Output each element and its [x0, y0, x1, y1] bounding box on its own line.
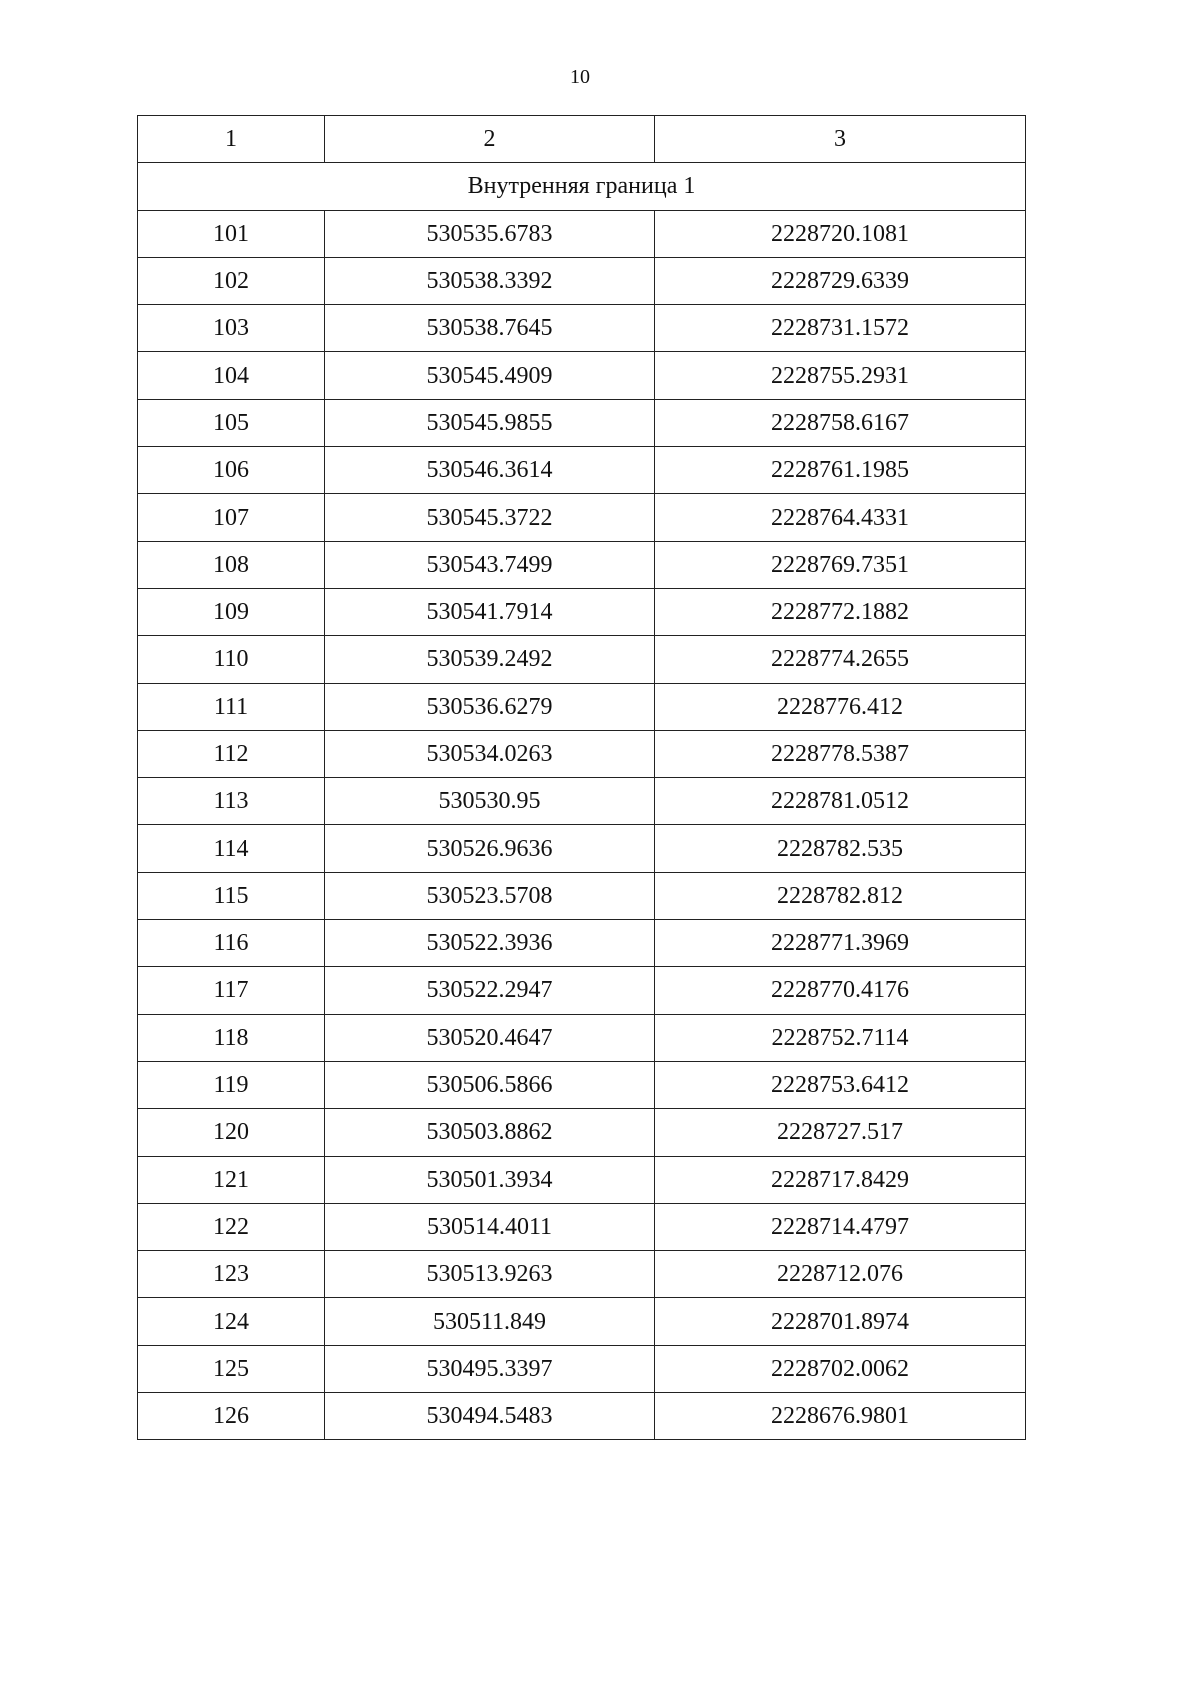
- table-row: [138, 1345, 1026, 1392]
- point-number-cell: 116: [138, 920, 325, 967]
- point-number-cell: 120: [138, 1109, 325, 1156]
- point-number-cell: 115: [138, 872, 325, 919]
- point-number-cell: 119: [138, 1061, 325, 1108]
- x-coordinate-cell: 530503.8862: [325, 1109, 655, 1156]
- table-row: [138, 967, 1026, 1014]
- point-number-cell: 109: [138, 588, 325, 635]
- y-coordinate-cell: 2228712.076: [655, 1251, 1026, 1298]
- point-number-cell: 106: [138, 447, 325, 494]
- y-coordinate-cell: 2228770.4176: [655, 967, 1026, 1014]
- point-number-cell: 110: [138, 636, 325, 683]
- y-coordinate-cell: 2228772.1882: [655, 588, 1026, 635]
- y-coordinate-cell: 2228731.1572: [655, 305, 1026, 352]
- y-coordinate-cell: 2228776.412: [655, 683, 1026, 730]
- y-coordinate-cell: 2228720.1081: [655, 210, 1026, 257]
- table-row: [138, 920, 1026, 967]
- point-number-cell: 125: [138, 1345, 325, 1392]
- x-coordinate-cell: 530541.7914: [325, 588, 655, 635]
- y-coordinate-cell: 2228764.4331: [655, 494, 1026, 541]
- y-coordinate-cell: 2228761.1985: [655, 447, 1026, 494]
- y-coordinate-cell: 2228714.4797: [655, 1203, 1026, 1250]
- point-number-cell: 107: [138, 494, 325, 541]
- x-coordinate-cell: 530514.4011: [325, 1203, 655, 1250]
- x-coordinate-cell: 530535.6783: [325, 210, 655, 257]
- column-header-x: 2: [325, 116, 655, 163]
- y-coordinate-cell: 2228782.812: [655, 872, 1026, 919]
- table-header-row: [138, 116, 1026, 163]
- point-number-cell: 113: [138, 778, 325, 825]
- column-header-y: 3: [655, 116, 1026, 163]
- x-coordinate-cell: 530530.95: [325, 778, 655, 825]
- point-number-cell: 103: [138, 305, 325, 352]
- x-coordinate-cell: 530536.6279: [325, 683, 655, 730]
- point-number-cell: 108: [138, 541, 325, 588]
- x-coordinate-cell: 530506.5866: [325, 1061, 655, 1108]
- x-coordinate-cell: 530522.3936: [325, 920, 655, 967]
- y-coordinate-cell: 2228758.6167: [655, 399, 1026, 446]
- x-coordinate-cell: 530543.7499: [325, 541, 655, 588]
- y-coordinate-cell: 2228769.7351: [655, 541, 1026, 588]
- y-coordinate-cell: 2228752.7114: [655, 1014, 1026, 1061]
- point-number-cell: 117: [138, 967, 325, 1014]
- x-coordinate-cell: 530495.3397: [325, 1345, 655, 1392]
- x-coordinate-cell: 530545.9855: [325, 399, 655, 446]
- table-row: [138, 447, 1026, 494]
- point-number-cell: 112: [138, 730, 325, 777]
- table-row: [138, 1109, 1026, 1156]
- point-number-cell: 104: [138, 352, 325, 399]
- point-number-cell: 121: [138, 1156, 325, 1203]
- y-coordinate-cell: 2228774.2655: [655, 636, 1026, 683]
- table-row: [138, 683, 1026, 730]
- y-coordinate-cell: 2228676.9801: [655, 1393, 1026, 1440]
- table-row: [138, 825, 1026, 872]
- point-number-cell: 105: [138, 399, 325, 446]
- table-row: [138, 636, 1026, 683]
- y-coordinate-cell: 2228717.8429: [655, 1156, 1026, 1203]
- x-coordinate-cell: 530520.4647: [325, 1014, 655, 1061]
- page-number: 10: [570, 66, 590, 88]
- x-coordinate-cell: 530538.3392: [325, 257, 655, 304]
- section-title-row: [138, 163, 1026, 210]
- y-coordinate-cell: 2228729.6339: [655, 257, 1026, 304]
- table-row: [138, 1061, 1026, 1108]
- table-row: [138, 305, 1026, 352]
- y-coordinate-cell: 2228753.6412: [655, 1061, 1026, 1108]
- y-coordinate-cell: 2228771.3969: [655, 920, 1026, 967]
- y-coordinate-cell: 2228781.0512: [655, 778, 1026, 825]
- y-coordinate-cell: 2228755.2931: [655, 352, 1026, 399]
- table-row: [138, 399, 1026, 446]
- point-number-cell: 122: [138, 1203, 325, 1250]
- x-coordinate-cell: 530545.4909: [325, 352, 655, 399]
- point-number-cell: 111: [138, 683, 325, 730]
- x-coordinate-cell: 530501.3934: [325, 1156, 655, 1203]
- x-coordinate-cell: 530539.2492: [325, 636, 655, 683]
- x-coordinate-cell: 530513.9263: [325, 1251, 655, 1298]
- table-row: [138, 541, 1026, 588]
- x-coordinate-cell: 530494.5483: [325, 1393, 655, 1440]
- coordinates-table: [137, 115, 1026, 1440]
- point-number-cell: 124: [138, 1298, 325, 1345]
- table-row: [138, 1251, 1026, 1298]
- y-coordinate-cell: 2228782.535: [655, 825, 1026, 872]
- coordinates-table-body: [138, 116, 1026, 1440]
- point-number-cell: 114: [138, 825, 325, 872]
- x-coordinate-cell: 530523.5708: [325, 872, 655, 919]
- table-row: [138, 588, 1026, 635]
- column-header-point: 1: [138, 116, 325, 163]
- table-row: [138, 1393, 1026, 1440]
- table-row: [138, 1203, 1026, 1250]
- point-number-cell: 126: [138, 1393, 325, 1440]
- table-row: [138, 872, 1026, 919]
- x-coordinate-cell: 530534.0263: [325, 730, 655, 777]
- point-number-cell: 101: [138, 210, 325, 257]
- table-row: [138, 778, 1026, 825]
- x-coordinate-cell: 530546.3614: [325, 447, 655, 494]
- table-row: [138, 352, 1026, 399]
- x-coordinate-cell: 530545.3722: [325, 494, 655, 541]
- y-coordinate-cell: 2228702.0062: [655, 1345, 1026, 1392]
- y-coordinate-cell: 2228727.517: [655, 1109, 1026, 1156]
- x-coordinate-cell: 530522.2947: [325, 967, 655, 1014]
- x-coordinate-cell: 530526.9636: [325, 825, 655, 872]
- y-coordinate-cell: 2228701.8974: [655, 1298, 1026, 1345]
- table-row: [138, 730, 1026, 777]
- x-coordinate-cell: 530538.7645: [325, 305, 655, 352]
- table-row: [138, 1156, 1026, 1203]
- point-number-cell: 102: [138, 257, 325, 304]
- x-coordinate-cell: 530511.849: [325, 1298, 655, 1345]
- table-row: [138, 1298, 1026, 1345]
- point-number-cell: 123: [138, 1251, 325, 1298]
- table-row: [138, 210, 1026, 257]
- table-row: [138, 494, 1026, 541]
- section-title: Внутренняя граница 1: [138, 163, 1026, 210]
- table-row: [138, 257, 1026, 304]
- point-number-cell: 118: [138, 1014, 325, 1061]
- y-coordinate-cell: 2228778.5387: [655, 730, 1026, 777]
- table-row: [138, 1014, 1026, 1061]
